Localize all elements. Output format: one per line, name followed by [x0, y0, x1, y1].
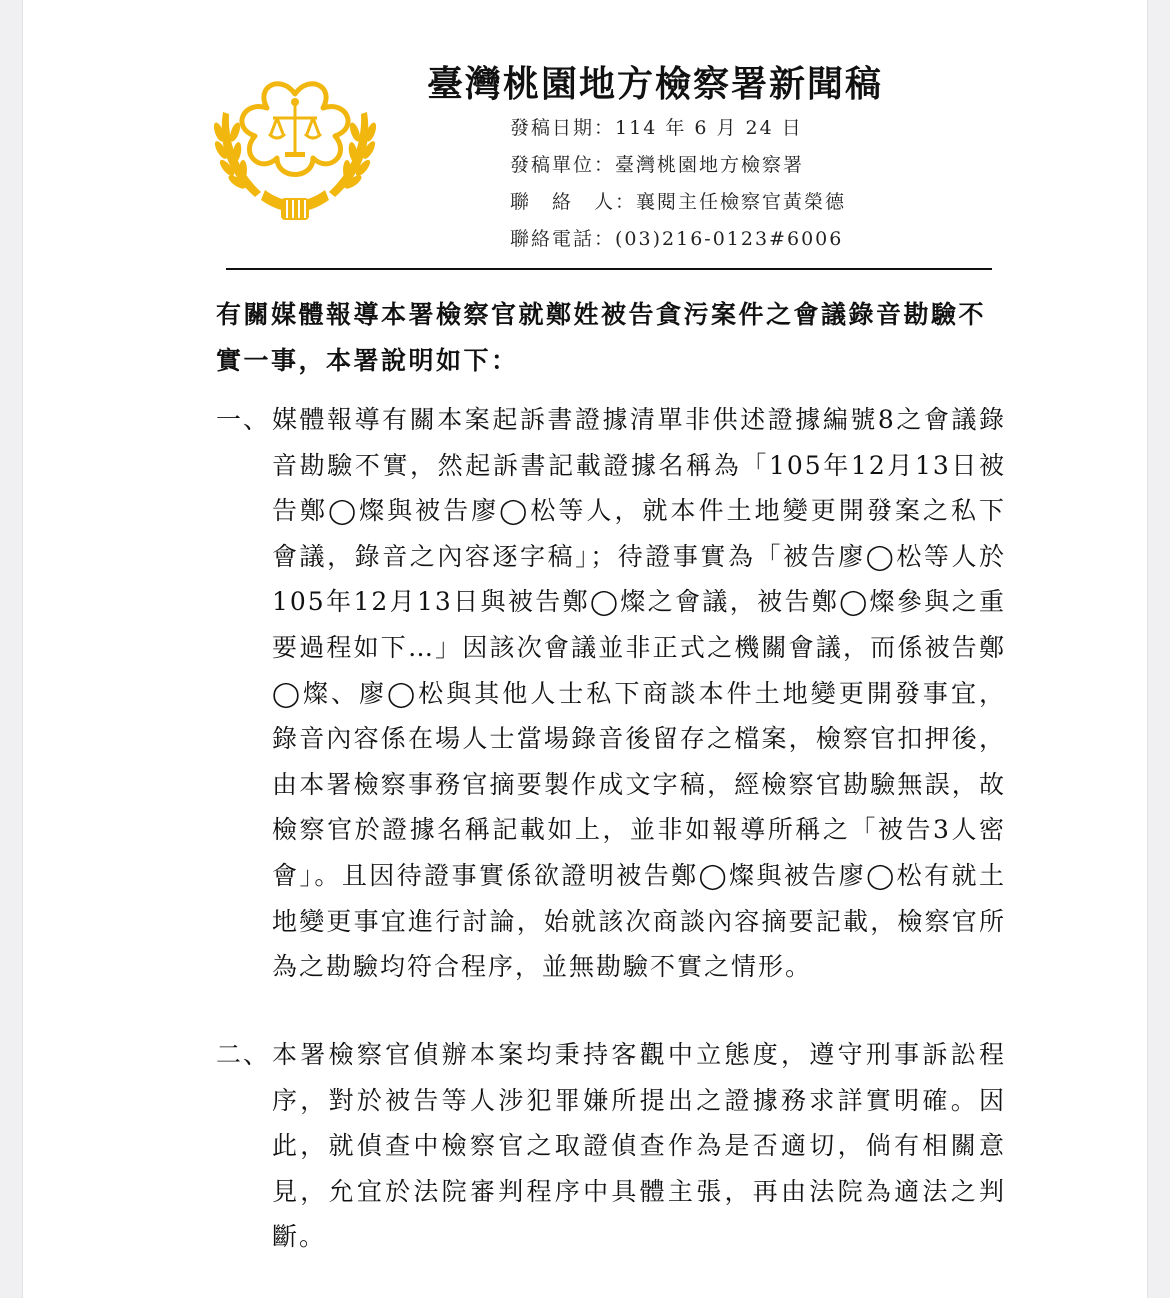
- meta-label: 聯絡電話：: [510, 228, 616, 250]
- headline: 有關媒體報導本署檢察官就鄭姓被告貪污案件之會議錄音勘驗不實一事，本署說明如下：: [216, 300, 987, 375]
- item-marker: 一、: [216, 405, 271, 434]
- meta-value: 臺灣桃園地方檢察署: [615, 154, 805, 176]
- item-marker: 二、: [216, 1040, 271, 1069]
- item-text: 本署檢察官偵辦本案均秉持客觀中立態度，遵守刑事訴訟程序，對於被告等人涉犯罪嫌所提出之證據務求詳實明確。因此，就偵查中檢察官之取證偵查作為是否適切，倘有相關意見，允宜於法院審判程序中具體主張，再由法院為適法之判斷。: [272, 1040, 1006, 1252]
- header-divider: [226, 268, 992, 270]
- meta-value: 114 年 6 月 24 日: [615, 117, 803, 139]
- item-text: 媒體報導有關本案起訴書證據清單非供述證據編號8之會議錄音勘驗不實，然起訴書記載證據名稱為「105年12月13日被告鄭◯燦與被告廖◯松等人，就本件土地變更開發案之私下會議，錄音之內容逐字稿」；待證事實為「被告廖◯松等人於105年12月13日與被告鄭◯燦之會議，被告鄭◯燦參與之重要過程如下…」因該次會議並非正式之機關會議，而係被告鄭◯燦、廖◯松與其他人士私下商談本件土地變更開發事宜，錄音內容係在場人士當場錄音後留存之檔案，檢察官扣押後，由本署檢察事務官摘要製作成文字稿，經檢察官勘驗無誤，故檢察官於證據名稱記載如上，並非如報導所稱之「被告3人密會」。且因待證事實係欲證明被告鄭◯燦與被告廖◯松有就土地變更事宜進行討論，始就該次商談內容摘要記載，檢察官所為之勘驗均符合程序，並無勘驗不實之情形。: [272, 405, 1006, 982]
- meta-label: 聯 絡 人：: [510, 191, 637, 213]
- release-meta: [510, 114, 846, 262]
- contact-person-row: [510, 188, 846, 225]
- list-item: [216, 397, 1006, 990]
- prosecutors-office-emblem-icon: [205, 72, 385, 232]
- meta-value: 襄閱主任檢察官黃榮德: [636, 191, 847, 213]
- press-release-page: [23, 0, 1147, 1298]
- release-date-row: [510, 114, 846, 151]
- meta-value: (03)216-0123#6006: [615, 228, 844, 250]
- meta-label: 發稿日期：: [510, 117, 616, 139]
- press-release-title: 臺灣桃園地方檢察署新聞稿: [427, 63, 884, 105]
- contact-phone-row: [510, 225, 846, 262]
- release-unit-row: [510, 151, 846, 188]
- meta-label: 發稿單位：: [510, 154, 616, 176]
- list-item: [216, 1032, 1006, 1260]
